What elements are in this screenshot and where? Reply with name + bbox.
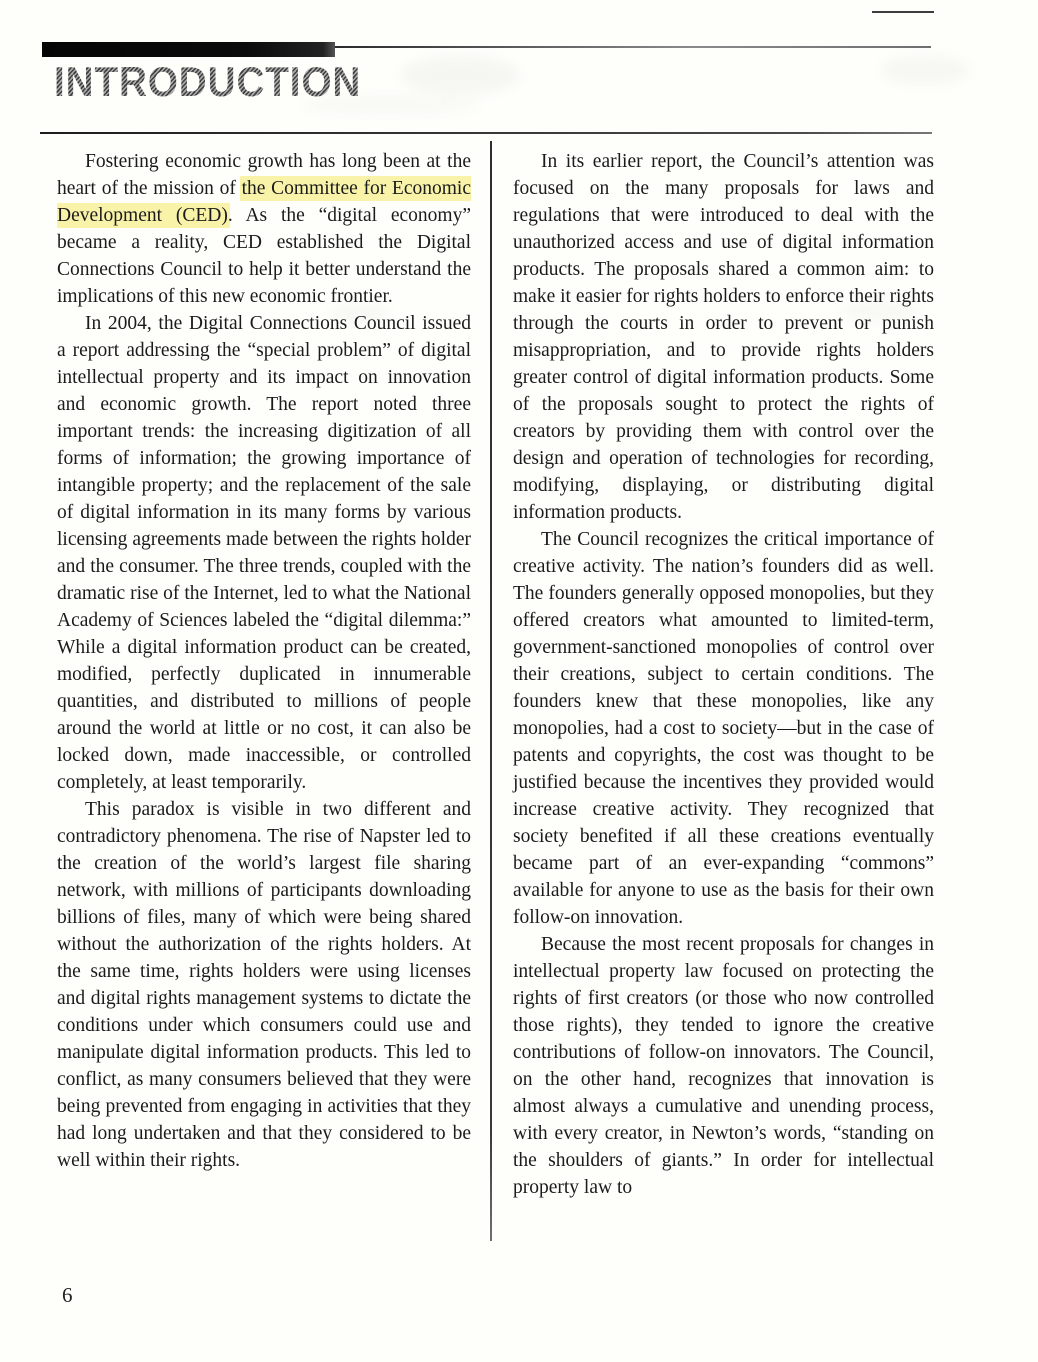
paragraph-1 <box>57 148 471 310</box>
scan-artifact <box>880 55 970 85</box>
page-number: 6 <box>62 1283 73 1307</box>
header-black-bar <box>42 42 335 57</box>
left-text-column <box>57 148 471 1174</box>
right-text-column <box>513 148 934 1201</box>
top-right-rule <box>872 11 934 13</box>
paragraph-1-text-after: . As the “digital economy” became a reality, CED established the Digital Connections Council to help it better understand the implications of this new economic frontier. <box>57 205 471 307</box>
highlighted-text: the Committee for Economic Development (CED) <box>57 178 471 226</box>
paragraph-5: The Council recognizes the critical importance of creative activity. The nation’s founders did as well. The founders generally opposed monopolies, but they offered creators what amounted to limited-term, government-sanctioned monopolies of control over their creations, subject to certain conditions. The founders knew that these monopolies, like any monopolies, had a cost to society—but in the case of patents and copyrights, the cost was thought to be justified because the incentives they provided would increase creative activity. They recognized that society benefited if all these creations eventually became part of an ever-expanding “commons” available for anyone to use as the basis for their own follow-on innovation. <box>513 529 934 928</box>
paragraph-6: Because the most recent proposals for changes in intellectual property law focused on protecting the rights of first creators (or those who now controlled those rights), they tended to ignore the creative contributions of follow-on innovators. The Council, on the other hand, recognizes that innovation is almost always a cumulative and unending process, with every creator, in Newton’s words, “standing on the shoulders of giants.” In order for intellectual property law to <box>513 934 934 1198</box>
paragraph-2: In 2004, the Digital Connections Council issued a report addressing the “special problem” of digital intellectual property and its impact on innovation and economic growth. The report noted three important trends: the increasing digitization of all forms of information; the growing importance of intangible property; and the replacement of the sale of digital information in its many forms by various licensing agreements made between the rights holder and the consumer. The three trends, coupled with the dramatic rise of the Internet, led to what the National Academy of Sciences labeled the “digital dilemma:” While a digital information product can be created, modified, perfectly duplicated in innumerable quantities, and distributed to millions of people around the world at little or no cost, it can also be locked down, made inaccessible, or controlled completely, at least temporarily. <box>57 313 471 793</box>
paragraph-4: In its earlier report, the Council’s attention was focused on the many proposals for laws and regulations that were introduced to deal with the unauthorized access and use of digital information products. The proposals shared a common aim: to make it easier for rights holders to enforce their rights through the courts in order to prevent or punish misappropriation, and to provide rights holders greater control of digital information products. Some of the proposals sought to protect the rights of creators by providing them with control over the design and operation of technologies for recording, modifying, displaying, or distributing digital information products. <box>513 151 934 523</box>
header-extension-rule <box>335 46 931 48</box>
scan-artifact <box>400 55 520 95</box>
paragraph-3: This paradox is visible in two different and contradictory phenomena. The rise of Napster led to the creation of the world’s largest file sharing network, with millions of participants downloading billions of files, many of which were being shared without the authorization of the rights holders. At the same time, rights holders were using licenses and digital rights management systems to dictate the conditions under which consumers could use and manipulate digital information products. This led to conflict, as many consumers believed that they were being prevented from engaging in activities that they had long undertaken and that they considered to be well within their rights. <box>57 799 471 1171</box>
column-divider-rule <box>490 141 492 1241</box>
paragraph-1-text-before: Fostering economic growth has long been at the heart of the mission of <box>57 151 471 199</box>
page-title: INTRODUCTION <box>54 58 362 105</box>
top-horizontal-rule <box>40 132 932 134</box>
